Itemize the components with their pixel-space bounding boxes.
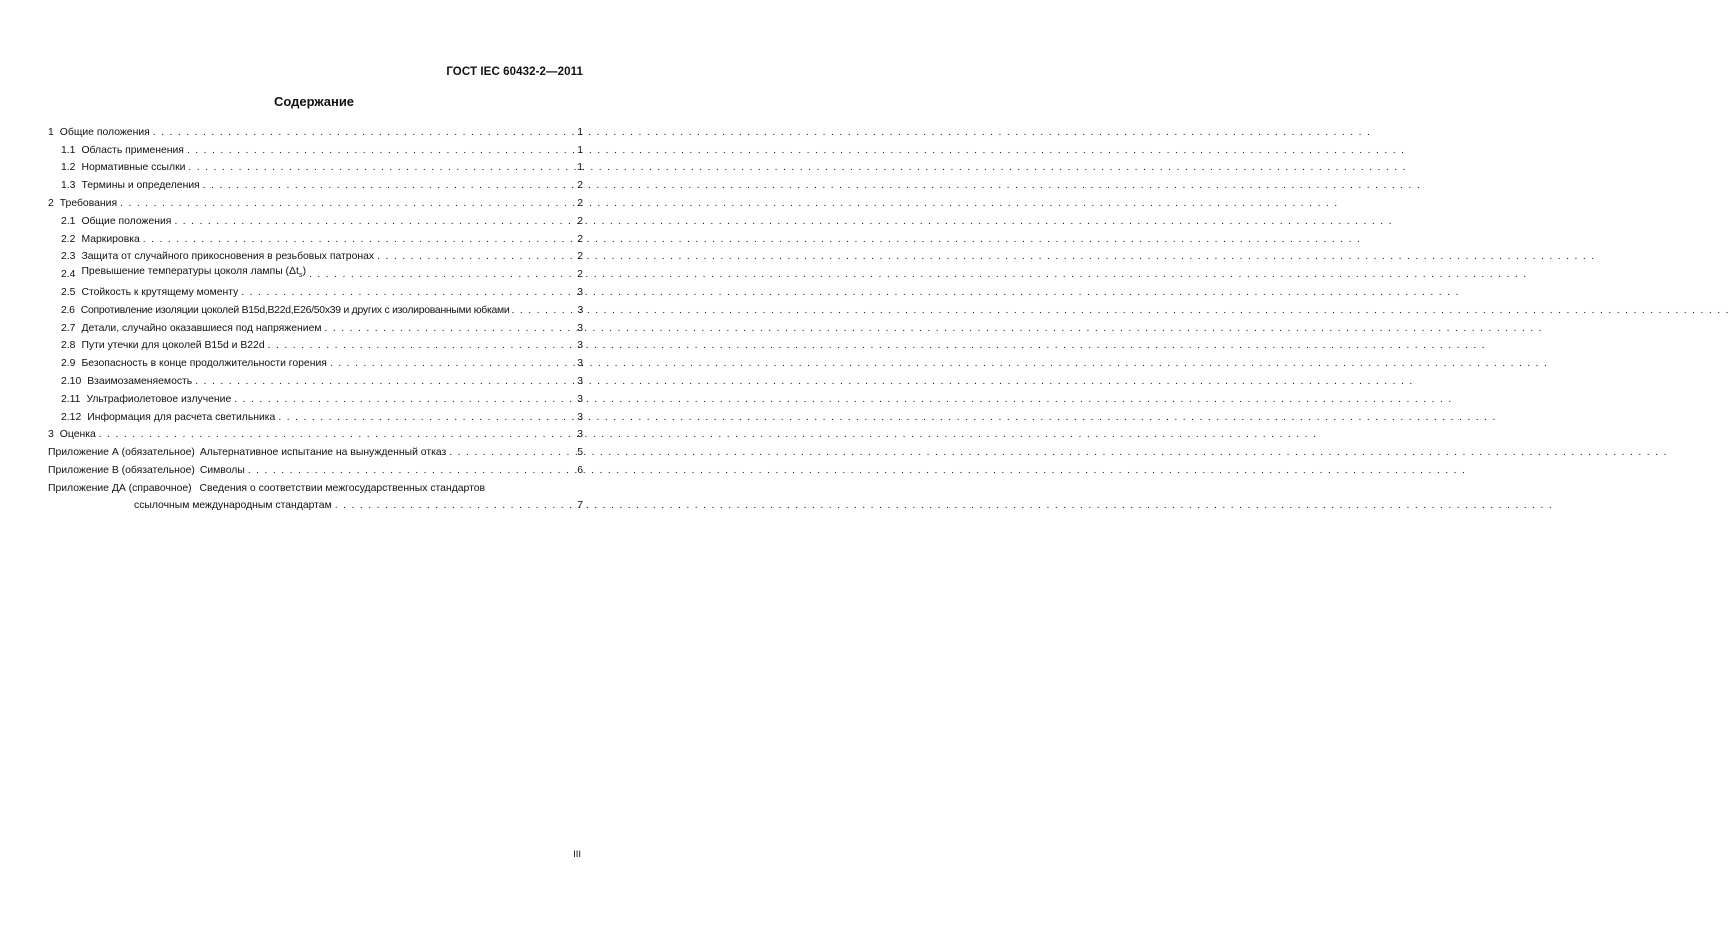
toc-entry-number: 2.3 [61,251,76,263]
dot-leader [511,305,575,317]
toc-entry-page: 6 [577,464,583,476]
toc-entry-page: 2 [577,180,583,192]
dot-leader [188,162,575,174]
toc-entry-2-6[interactable] [48,299,583,317]
toc-entry-title: Защита от случайного прикосновения в резьбовых патронах [81,251,375,263]
dot-leader [203,180,575,192]
dot-leader [268,340,575,352]
toc-entry-number: 1.2 [61,162,76,174]
dot-leader [248,465,575,477]
toc-entry-2-4[interactable] [48,263,583,281]
dot-leader [120,198,575,210]
toc-entry-annex-a[interactable] [48,441,583,459]
toc-entry-2-1[interactable] [48,210,583,228]
toc-entry-page: 3 [577,340,583,352]
toc-entry-page: 5 [577,447,583,459]
toc-entry-title: Оценка [59,429,96,441]
toc-entry-title-continuation: ссылочным международным стандартам [134,499,332,511]
toc-entry-page: 2 [577,215,583,227]
dot-leader [278,412,575,424]
toc-entry-title-end: ) [302,266,307,278]
toc-entry-first-line [48,483,583,495]
toc-entry-number: Приложение А (обязательное) [48,447,195,459]
toc-entry-title: Общие положения [81,215,172,227]
toc-entry-2-7[interactable] [48,317,583,335]
toc-entry-title: Информация для расчета светильника [87,411,276,423]
dot-leader [143,234,575,246]
toc-entry-annex-da[interactable] [48,477,583,512]
toc-entry-number: 2.4 [61,269,76,281]
toc-entry-title-subscript: s [298,270,303,280]
page-number: III [573,849,581,860]
toc-entry-1[interactable] [48,121,583,139]
toc-entry-1-2[interactable] [48,157,583,175]
toc-entry-title: Область применения [81,144,184,156]
toc-entry-second-line [48,495,583,512]
toc-entry-2-2[interactable] [48,228,583,246]
dot-leader [377,251,575,263]
toc-entry-number: Приложение В (обязательное) [48,464,195,476]
toc-entry-page: 3 [577,286,583,298]
toc-entry-annex-b[interactable] [48,459,583,477]
toc-entry-number: 2.11 [61,393,81,405]
dot-leader [309,269,575,281]
toc-entry-page: 1 [577,126,583,138]
toc-entry-page: 2 [577,233,583,245]
toc-entry-page: 2 [577,197,583,209]
toc-entry-page: 3 [577,304,583,316]
dot-leader [449,447,575,459]
dot-leader [325,323,576,335]
toc-entry-page: 2 [577,251,583,263]
toc-entry-page: 3 [577,411,583,423]
toc-entry-title: Сведения о соответствии межгосударственных стандартов [199,482,486,494]
toc-entry-page: 7 [577,499,583,511]
toc-entry-page: 2 [577,269,583,281]
toc-entry-number: 2.2 [61,233,76,245]
toc-entry-page: 3 [577,322,583,334]
toc-entry-1-3[interactable] [48,174,583,192]
toc-entry-number: 3 [48,429,54,441]
toc-entry-2-8[interactable] [48,335,583,353]
toc-entry-title: Символы [199,464,245,476]
toc-entry-number: 2.8 [61,340,76,352]
toc-entry-title: Безопасность в конце продолжительности горения [81,358,327,370]
toc-heading: Содержание [273,94,355,109]
toc-entry-title: Взаимозаменяемость [87,375,193,387]
toc-entry-number: 2.5 [61,286,76,298]
toc-entry-2-9[interactable] [48,352,583,370]
toc-entry-title: Сопротивление изоляции цоколей B15d,B22d,E26/50x39 и других с изолированными юбками [80,304,510,316]
toc-entry-page: 3 [577,429,583,441]
toc-entry-title: Общие положения [59,126,150,138]
toc-entry-number: 1.3 [61,180,76,192]
toc-entry-number: 2.7 [61,322,76,334]
toc-entry-title: Ультрафиолетовое излучение [86,393,232,405]
toc-entry-page: 3 [577,358,583,370]
toc-entry-number: 2.12 [61,411,82,423]
dot-leader [330,358,575,370]
toc-entry-3[interactable] [48,424,583,442]
dot-leader [174,216,575,228]
toc-entry-title: Стойкость к крутящему моменту [81,286,239,298]
toc-entry-title [81,266,306,281]
dot-leader [335,500,575,512]
dot-leader [153,127,575,139]
dot-leader [241,287,575,299]
dot-leader [187,145,575,157]
toc-entry-2-11[interactable] [48,388,583,406]
toc-entry-number: 2.6 [61,304,75,316]
toc-entry-number: 2.9 [61,358,76,370]
toc-entry-2-5[interactable] [48,281,583,299]
toc-entry-number: 2.10 [61,375,82,387]
toc-entry-title: Маркировка [81,233,140,245]
toc-entry-page: 1 [577,144,583,156]
toc-entry-1-1[interactable] [48,139,583,157]
dot-leader [99,429,575,441]
toc-entry-title: Термины и определения [81,180,200,192]
toc-entry-2-12[interactable] [48,406,583,424]
toc-entry-title: Альтернативное испытание на вынужденный отказ [199,447,447,459]
toc-entry-number: 2.1 [61,215,76,227]
toc-entry-page: 3 [577,393,583,405]
toc-entry-title: Пути утечки для цоколей B15d и B22d [81,340,265,352]
toc-entry-title: Детали, случайно оказавшиеся под напряжением [81,322,322,334]
toc-entry-number: Приложение ДА (справочное) [48,482,192,494]
toc-entry-page: 1 [577,162,583,174]
toc-entry-number: 2 [48,197,54,209]
document-code: ГОСТ IEC 60432-2—2011 [446,66,583,78]
toc-entry-number: 1.1 [61,144,76,156]
toc-entry-2-3[interactable] [48,246,583,264]
toc-entry-title: Требования [59,197,118,209]
table-of-contents [48,121,583,512]
dot-leader [195,376,575,388]
toc-entry-page: 3 [577,375,583,387]
toc-entry-title-text: Превышение температуры цоколя лампы (Δt [81,266,299,278]
dot-leader [234,394,575,406]
toc-entry-number: 1 [48,126,54,138]
toc-entry-2[interactable] [48,192,583,210]
toc-entry-title: Нормативные ссылки [81,162,186,174]
toc-entry-2-10[interactable] [48,370,583,388]
